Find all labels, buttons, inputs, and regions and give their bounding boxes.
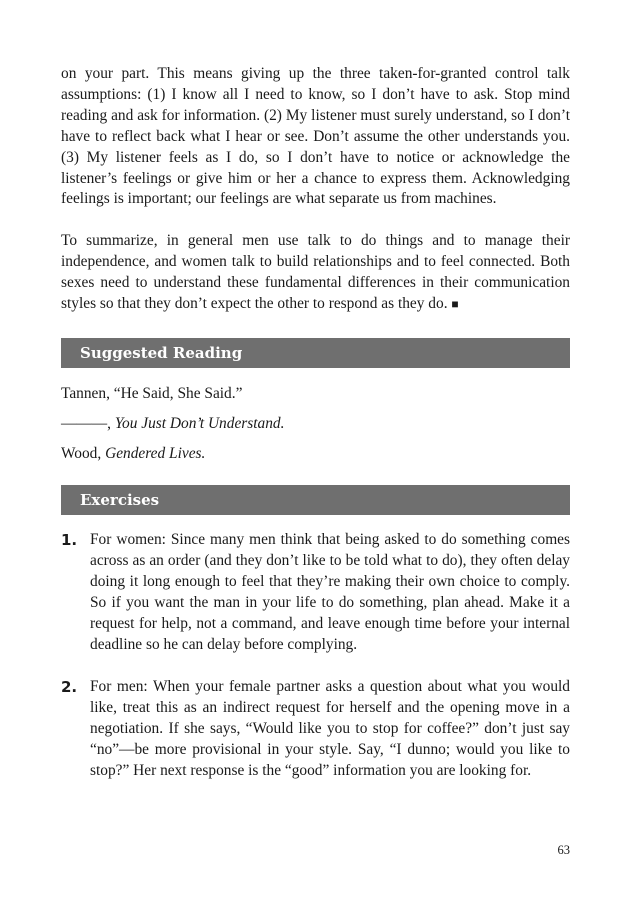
page-content (61, 64, 570, 804)
exercise-text: For women: Since many men think that being asked to do something comes across as an order (and they don’t like to be told what to do), they often delay doing it long enough to feel that they’re making their own choice to comply. So if you want the man in your life to do something, plan ahead. Make it a request for help, not a command, and leave enough time before your internal deadline so he can delay before complying. (90, 530, 570, 653)
exercises-list (61, 530, 570, 782)
page-number: 63 (557, 843, 570, 857)
body-paragraph-1-text: on your part. This means giving up the three taken-for-granted control talk assumptions: (1) I know all I need to know, so I don’t have to ask. Stop mind reading and ask for information. (2) My listener must surely understand, so I don’t have to reflect back what I hear or see. Don’t assume the other understands you. (3) My listener feels as I do, so I don’t have to notice or acknowledge the listener’s feelings or give him or her a chance to express them. Acknowledging feelings is important; our feelings are what separate us from machines. (61, 65, 570, 208)
exercise-number: 1. (61, 530, 78, 549)
body-paragraph-1 (61, 64, 570, 210)
reading-item (61, 444, 570, 464)
exercise-item (61, 530, 570, 655)
body-paragraph-2-text: To summarize, in general men use talk to do things and to manage their independence, and women talk to build relationships and to feel connected. Both sexes need to understand these fundamental differences in their communication styles so that they don’t expect the other to respond as they do. (61, 232, 570, 313)
reading-author: Wood, (61, 444, 106, 462)
reading-item (61, 384, 570, 404)
reading-item (61, 414, 570, 434)
reading-title: You Just Don’t Understand. (114, 414, 285, 432)
exercise-item (61, 677, 570, 782)
suggested-reading-list (61, 384, 570, 464)
exercise-number: 2. (61, 678, 78, 697)
body-paragraph-2 (61, 231, 570, 315)
suggested-reading-heading: Suggested Reading (61, 338, 570, 368)
reading-author: ———, (61, 414, 115, 432)
end-mark-icon: ■ (451, 297, 459, 312)
reading-title: Gendered Lives. (105, 444, 206, 462)
exercise-text: For men: When your female partner asks a question about what you would like, treat this as an indirect request for herself and the opening move in a negotiation. If she says, “Would like you to stop for coffee?” don’t just say “no”—be more provisional in your style. Say, “I dunno; would you like to stop?” Her next response is the “good” information you are looking for. (90, 678, 570, 780)
reading-author: Tannen, “He Said, She Said.” (61, 384, 243, 402)
exercises-heading: Exercises (61, 485, 570, 515)
